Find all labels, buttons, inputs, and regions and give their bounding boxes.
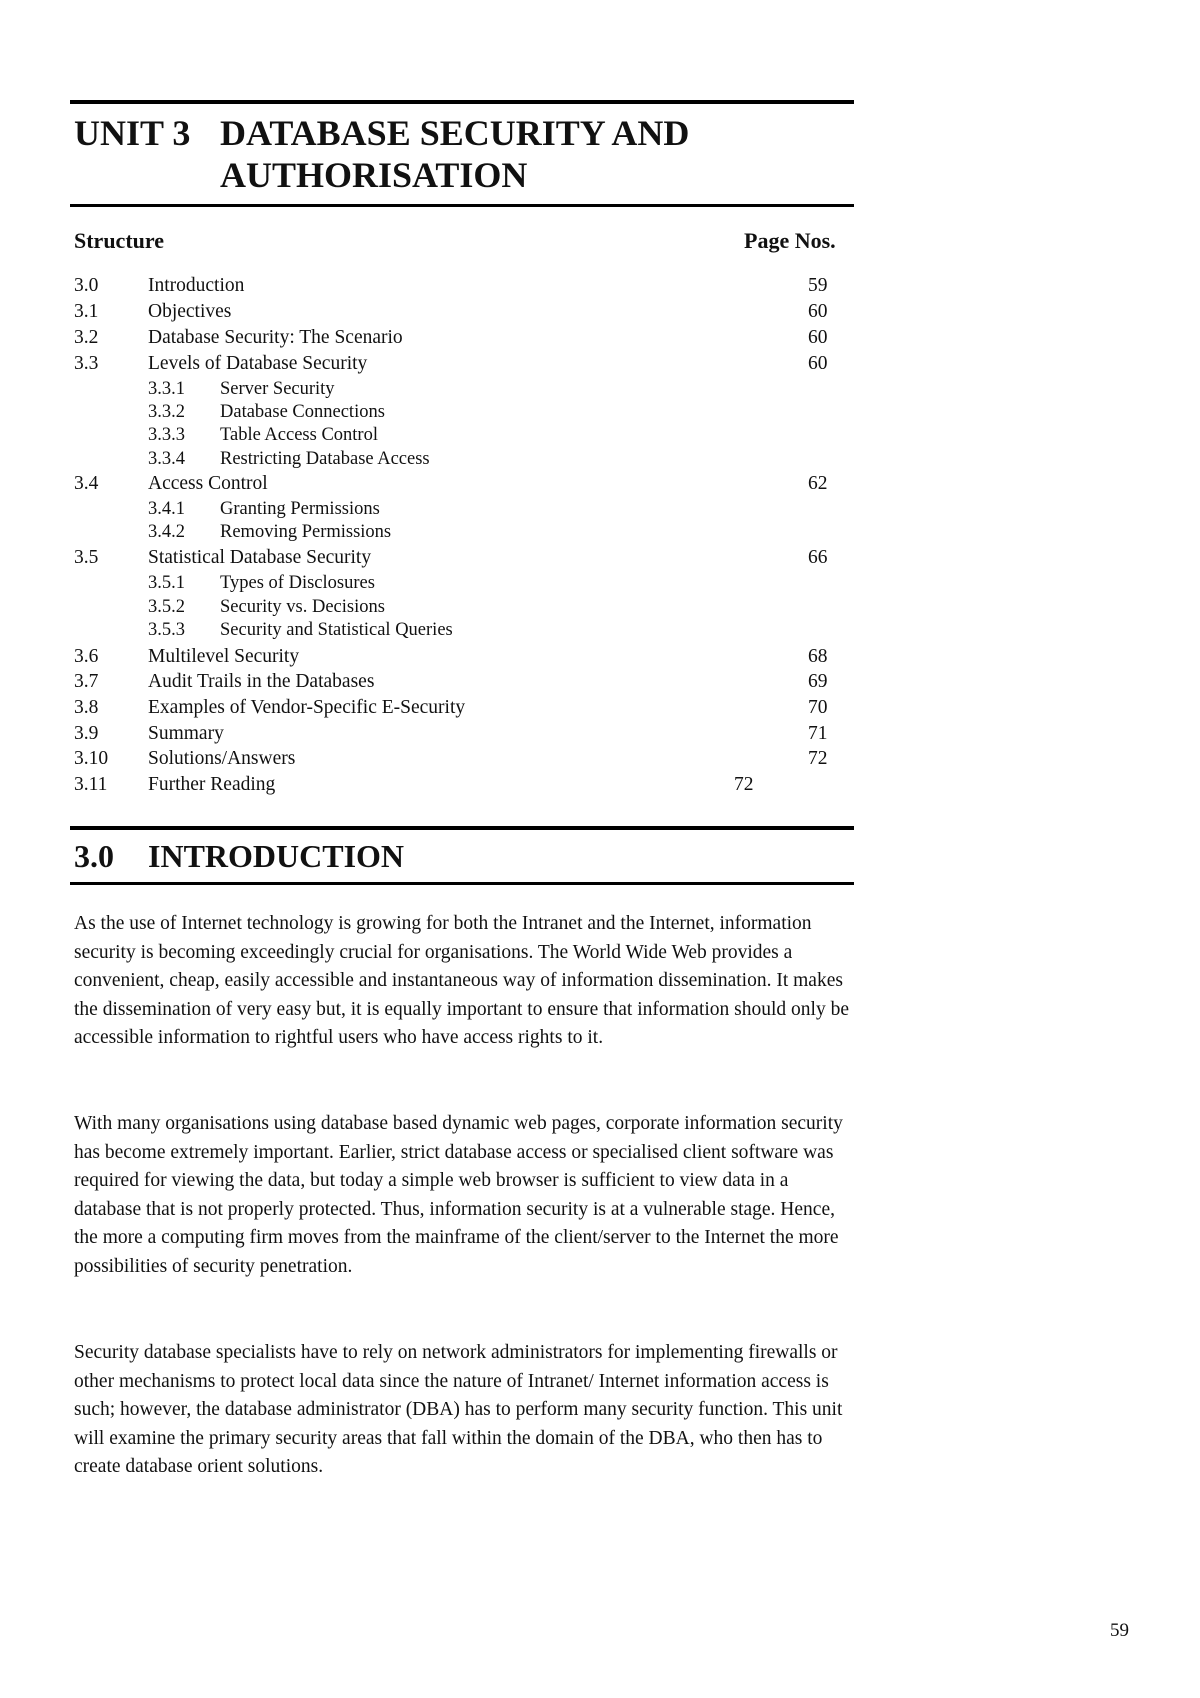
section-number: 3.0 (74, 838, 114, 874)
unit-bottom-rule (70, 204, 854, 207)
toc-number: 3.3.3 (148, 425, 185, 445)
toc-page: 68 (808, 646, 828, 667)
toc-number: 3.8 (74, 697, 99, 718)
toc-label: Multilevel Security (148, 646, 300, 667)
top-rule (70, 100, 854, 104)
toc-page: 60 (808, 353, 828, 374)
toc-label: Server Security (220, 379, 335, 399)
toc-label: Granting Permissions (220, 499, 380, 519)
toc-number: 3.5.2 (148, 597, 185, 617)
paragraph: With many organisations using database based dynamic web pages, corporate information security has become extremely important. Earlier, strict database access or specialised client software was required for viewing the data, but today a simple web browser is sufficient to view data in a database that is not properly protected. Thus, information security is at a vulnerable stage. Hence, the more a computing firm moves from the mainframe of the client/server to the Internet the more possibilities of security penetration. (74, 1113, 843, 1277)
page-number: 59 (1110, 1620, 1129, 1641)
toc-page: 72 (734, 774, 754, 795)
toc-number: 3.3 (74, 353, 99, 374)
toc-page: 69 (808, 671, 828, 692)
toc-label: Statistical Database Security (148, 547, 372, 568)
toc-page: 60 (808, 327, 828, 348)
section-bottom-rule (70, 882, 854, 885)
toc-number: 3.1 (74, 301, 99, 322)
toc-number: 3.7 (74, 671, 99, 692)
section-title: INTRODUCTION (148, 838, 405, 874)
toc-number: 3.9 (74, 723, 99, 744)
section-top-rule (70, 826, 854, 830)
structure-label: Structure (74, 228, 165, 253)
toc-number: 3.4 (74, 473, 99, 494)
toc-label: Levels of Database Security (148, 353, 368, 374)
toc-label: Introduction (148, 275, 245, 296)
toc-page: 59 (808, 275, 828, 296)
toc-label: Database Security: The Scenario (148, 327, 403, 348)
toc-label: Database Connections (220, 402, 385, 422)
toc-label: Access Control (148, 473, 268, 494)
toc-number: 3.5.3 (148, 620, 185, 640)
toc-number: 3.5 (74, 547, 99, 568)
toc-number: 3.4.1 (148, 499, 185, 519)
toc-number: 3.6 (74, 646, 99, 667)
toc-number: 3.3.2 (148, 402, 185, 422)
toc-number: 3.3.1 (148, 379, 185, 399)
unit-title: DATABASE SECURITY AND AUTHORISATION (220, 113, 690, 195)
unit-label: UNIT 3 (74, 113, 191, 153)
toc-number: 3.0 (74, 275, 99, 296)
toc-page: 71 (808, 723, 828, 744)
toc-label: Summary (148, 723, 224, 744)
toc-page: 60 (808, 301, 828, 322)
toc-label: Audit Trails in the Databases (148, 671, 375, 692)
paragraph: Security database specialists have to rely on network administrators for implementing firewalls or other mechanisms to protect local data since the nature of Intranet/ Internet information access is such; however, the database administrator (DBA) has to perform many security function. This unit will examine the primary security areas that fall within the domain of the DBA, who then has to create database orient solutions. (74, 1342, 843, 1478)
toc-label: Objectives (148, 301, 232, 322)
toc-label: Solutions/Answers (148, 748, 296, 769)
toc-number: 3.5.1 (148, 573, 185, 593)
toc-page: 72 (808, 748, 828, 769)
toc-label: Further Reading (148, 774, 276, 795)
toc-label: Removing Permissions (220, 522, 392, 542)
toc-label: Security vs. Decisions (220, 597, 385, 617)
toc-page: 62 (808, 473, 828, 494)
toc-page: 70 (808, 697, 828, 718)
toc-label: Restricting Database Access (220, 449, 430, 469)
toc-number: 3.3.4 (148, 449, 185, 469)
toc-label: Types of Disclosures (220, 573, 375, 593)
toc-label: Examples of Vendor-Specific E-Security (148, 697, 466, 718)
toc-number: 3.4.2 (148, 522, 185, 542)
toc-label: Table Access Control (220, 425, 378, 445)
toc-number: 3.11 (74, 774, 108, 795)
page-nos-label: Page Nos. (744, 228, 836, 253)
toc-page: 66 (808, 547, 828, 568)
toc-number: 3.10 (74, 748, 109, 769)
toc-label: Security and Statistical Queries (220, 620, 453, 640)
paragraph: As the use of Internet technology is growing for both the Intranet and the Internet, information security is becoming exceedingly crucial for organisations. The World Wide Web provides a convenient, cheap, easily accessible and instantaneous way of information dissemination. It makes the dissemination of very easy but, it is equally important to ensure that information should only be accessible information to rightful users who have access rights to it. (74, 913, 849, 1049)
toc-number: 3.2 (74, 327, 99, 348)
